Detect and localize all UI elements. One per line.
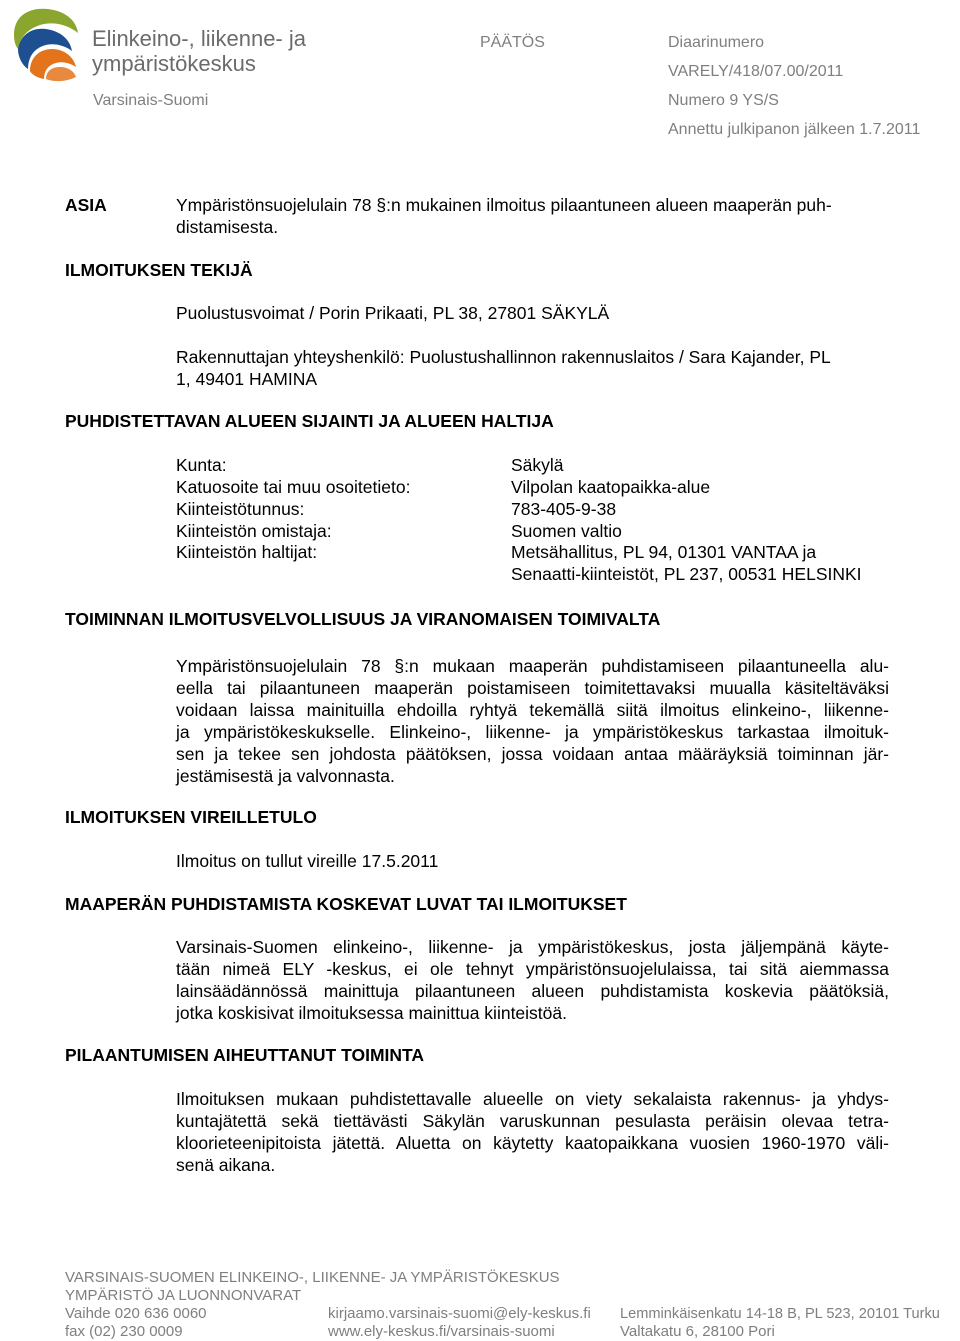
paragraph-line: senä aikana. [176, 1155, 276, 1175]
paragraph-line: lainsäädännössä mainittuja pilaantuneen alueen puhdistamista koskevia päätöksiä, [176, 981, 889, 1001]
document-type: PÄÄTÖS [480, 34, 545, 51]
paragraph-line: Ympäristönsuojelulain 78 §:n mukaan maaperän puhdistamiseen pilaantuneella alu- [176, 656, 889, 676]
footer-org-2: YMPÄRISTÖ JA LUONNONVARAT [65, 1287, 302, 1304]
reference-number: VARELY/418/07.00/2011 [668, 63, 844, 80]
pollution-paragraph [176, 1088, 889, 1176]
subject-line-1: Ympäristönsuojelulain 78 §:n mukainen ilmoitus pilaantuneen alueen maaperän puh- [176, 195, 832, 215]
footer-org-1: VARSINAIS-SUOMEN ELINKEINO-, LIIKENNE- JA YMPÄRISTÖKESKUS [65, 1269, 560, 1286]
paragraph-line: tään nimeä ELY -keskus, ei ole tehnyt ympäristönsuojelulaissa, tai sitä aiemmassa [176, 959, 889, 979]
ely-logo [10, 5, 82, 83]
footer-email[interactable]: kirjaamo.varsinais-suomi@ely-keskus.fi [328, 1305, 591, 1322]
org-name-line2: ympäristökeskus [92, 51, 256, 76]
subject-line-2: distamisesta. [176, 217, 279, 237]
pollution-heading: PILAANTUMISEN AIHEUTTANUT TOIMINTA [65, 1045, 425, 1065]
field-label: Kunta: [176, 455, 227, 475]
field-value: Vilpolan kaatopaikka-alue [511, 477, 711, 497]
location-heading: PUHDISTETTAVAN ALUEEN SIJAINTI JA ALUEEN HALTIJA [65, 411, 554, 431]
paragraph-line: jestämisestä ja valvonnasta. [176, 766, 395, 786]
org-name-line1: Elinkeino-, liikenne- ja [92, 26, 306, 51]
footer-address-turku: Lemminkäisenkatu 14-18 B, PL 523, 20101 Turku [620, 1306, 940, 1322]
field-label: Kiinteistön omistaja: [176, 521, 332, 541]
footer-address-pori: Valtakatu 6, 28100 Pori [620, 1323, 775, 1340]
holder-extra: Senaatti-kiinteistöt, PL 237, 00531 HELSINKI [511, 564, 862, 584]
field-label: Kiinteistötunnus: [176, 499, 305, 519]
issued-date: Annettu julkipanon jälkeen 1.7.2011 [668, 121, 921, 138]
field-value: Metsähallitus, PL 94, 01301 VANTAA ja [511, 542, 817, 562]
paragraph-line: Ilmoituksen mukaan puhdistettavalle alueelle on viety sekalaista rakennus- ja yhdys- [176, 1089, 889, 1109]
region-label: Varsinais-Suomi [93, 92, 209, 109]
paragraph-line: kuntajätettä sekä tiettävästi Säkylän varuskunnan pesulasta peräisin olevaa tetra- [176, 1111, 889, 1131]
footer-website[interactable]: www.ely-keskus.fi/varsinais-suomi [328, 1323, 555, 1340]
permits-heading: MAAPERÄN PUHDISTAMISTA KOSKEVAT LUVAT TAI ILMOITUKSET [65, 894, 627, 914]
paragraph-line: Varsinais-Suomen elinkeino-, liikenne- ja ympäristökeskus, josta jäljempänä käyte- [176, 937, 889, 957]
notifier-heading: ILMOITUKSEN TEKIJÄ [65, 260, 253, 280]
subject-heading: ASIA [65, 195, 107, 215]
contact-line-2: 1, 49401 HAMINA [176, 369, 318, 389]
pending-heading: ILMOITUKSEN VIREILLETULO [65, 807, 317, 827]
pending-text: Ilmoitus on tullut vireille 17.5.2011 [176, 851, 439, 871]
authority-heading: TOIMINNAN ILMOITUSVELVOLLISUUS JA VIRANOMAISEN TOIMIVALTA [65, 609, 661, 629]
org-name [92, 26, 306, 76]
field-label: Kiinteistön haltijat: [176, 542, 318, 562]
paragraph-line: eella tai pilaantuneen maaperän poistamiseen toimitettavaksi muualla käsiteltäväksi [176, 678, 889, 698]
permits-paragraph [176, 936, 889, 1024]
field-value: Suomen valtio [511, 521, 622, 541]
paragraph-line: sen ja tekee sen johdosta päätöksen, jossa voidaan antaa määräyksiä toiminnan jär- [176, 744, 889, 764]
decision-number: Numero 9 YS/S [668, 92, 779, 109]
footer-phone: Vaihde 020 636 0060 [65, 1305, 207, 1322]
field-label: Katuosoite tai muu osoitetieto: [176, 477, 411, 497]
authority-paragraph [176, 655, 889, 787]
paragraph-line: jotka koskisivat ilmoituksessa mainittua kiinteistöä. [176, 1003, 567, 1023]
paragraph-line: ja ympäristökeskukselle. Elinkeino-, liikenne- ja ympäristökeskus tarkastaa ilmoituk- [176, 722, 889, 742]
footer-fax: fax (02) 230 0009 [65, 1323, 183, 1340]
field-value: 783-405-9-38 [511, 499, 617, 519]
notifier-party: Puolustusvoimat / Porin Prikaati, PL 38, 27801 SÄKYLÄ [176, 303, 610, 323]
contact-line-1: Rakennuttajan yhteyshenkilö: Puolustushallinnon rakennuslaitos / Sara Kajander, PL [176, 347, 831, 367]
field-value: Säkylä [511, 455, 564, 475]
paragraph-line: kloorieteenipitoista jätettä. Aluetta on käytetty kaatopaikkana vuosien 1960-1970 väli- [176, 1133, 889, 1153]
paragraph-line: voidaan laissa mainituilla ehdoilla ryhtyä tekemällä siitä ilmoitus elinkeino-, liikenne- [176, 700, 889, 720]
reference-label: Diaarinumero [668, 34, 765, 51]
